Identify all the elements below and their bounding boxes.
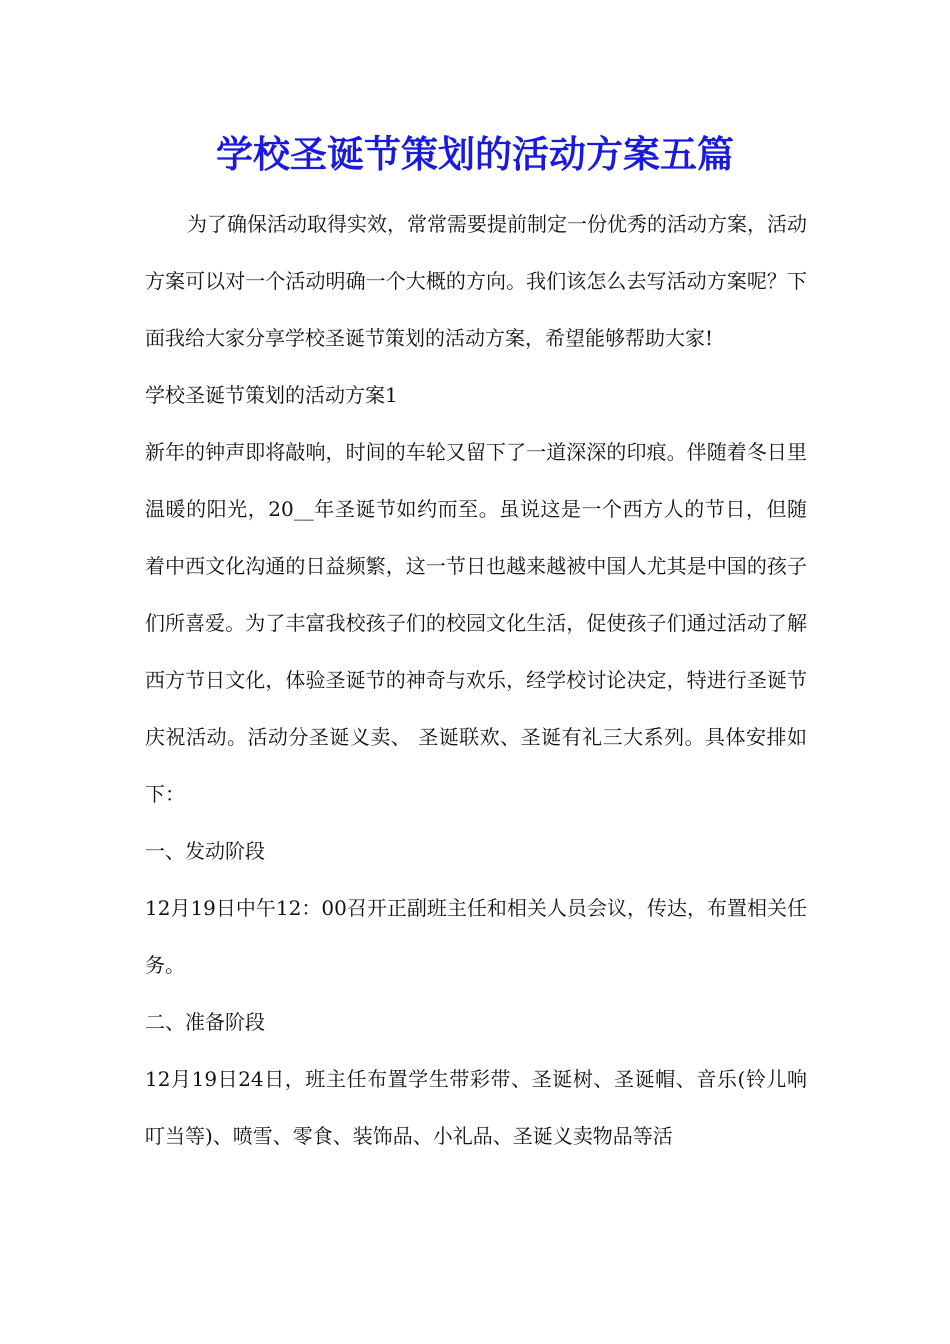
section-heading: 学校圣诞节策划的活动方案1 xyxy=(145,383,398,407)
stage-1-text: 12月19日中午12：00召开正副班主任和相关人员会议，传达，布置相关任务。 xyxy=(145,896,807,977)
body-paragraph-1: 新年的钟声即将敲响，时间的车轮又留下了一道深深的印痕。伴随着冬日里温暖的阳光，20__年圣诞节如约而至。虽说这是一个西方人的节日，但随着中西文化沟通的日益频繁，这一节日也越来越被中国人尤其是中国的孩子们所喜爱。为了丰富我校孩子们的校园文化生活，促使孩子们通过活动了解西方节日文化，体验圣诞节的神奇与欢乐，经学校讨论决定，特进行圣诞节庆祝活动。活动分圣诞义卖、 圣诞联欢、圣诞有礼三大系列。具体安排如下： xyxy=(145,440,807,806)
stage-2-text: 12月19日24日，班主任布置学生带彩带、圣诞树、圣诞帽、音乐(铃儿响叮当等)、喷雪、零食、装饰品、小礼品、圣诞义卖物品等活 xyxy=(145,1067,807,1148)
document-title: 学校圣诞节策划的活动方案五篇 xyxy=(216,132,734,176)
stage-2-heading: 二、准备阶段 xyxy=(145,1010,265,1034)
document-body xyxy=(145,196,807,1165)
intro-paragraph: 为了确保活动取得实效，常常需要提前制定一份优秀的活动方案，活动方案可以对一个活动明确一个大概的方向。我们该怎么去写活动方案呢？下面我给大家分享学校圣诞节策划的活动方案，希望能够帮助大家! xyxy=(145,212,807,350)
stage-1-heading: 一、发动阶段 xyxy=(145,839,265,863)
